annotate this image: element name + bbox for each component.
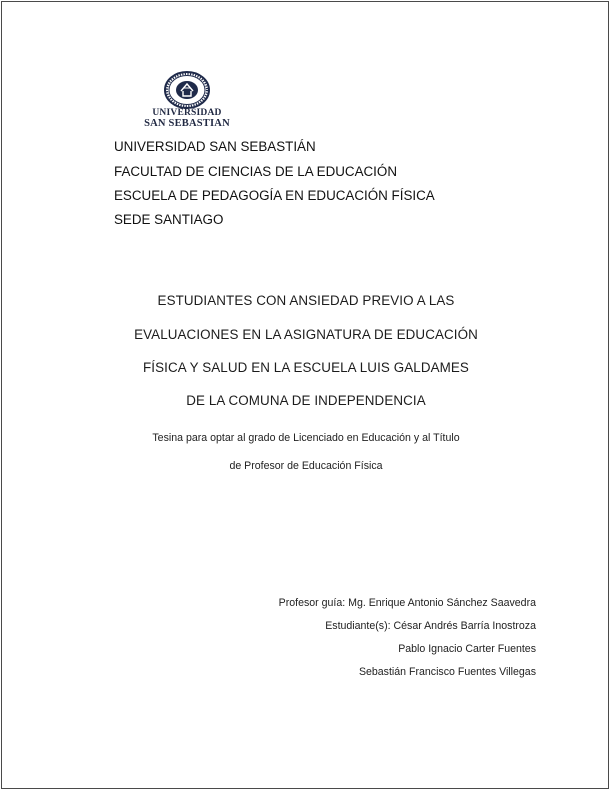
school-name: ESCUELA DE PEDAGOGÍA EN EDUCACIÓN FÍSICA (114, 188, 435, 203)
degree-line-2: de Profesor de Educación Física (229, 460, 383, 472)
student-line-3: Sebastián Francisco Fuentes Villegas (358, 666, 536, 678)
faculty-name: FACULTAD DE CIENCIAS DE LA EDUCACIÓN (114, 164, 397, 179)
university-name: UNIVERSIDAD SAN SEBASTIÁN (114, 139, 316, 154)
university-seal-icon (164, 71, 210, 109)
advisor-line: Profesor guía: Mg. Enrique Antonio Sánchez Saavedra (278, 597, 536, 609)
university-logo (128, 71, 246, 133)
student-line-2: Pablo Ignacio Carter Fuentes (398, 643, 536, 655)
thesis-title-line-3: FÍSICA Y SALUD EN LA ESCUELA LUIS GALDAMES (143, 360, 469, 375)
campus-name: SEDE SANTIAGO (114, 212, 224, 227)
logo-line-2: SAN SEBASTIAN (144, 118, 230, 129)
thesis-title-line-4: DE LA COMUNA DE INDEPENDENCIA (186, 393, 426, 408)
logo-line-1: UNIVERSIDAD (152, 108, 222, 118)
thesis-title-line-2: EVALUACIONES EN LA ASIGNATURA DE EDUCACIÓN (134, 327, 478, 342)
thesis-title-line-1: ESTUDIANTES CON ANSIEDAD PREVIO A LAS (157, 293, 455, 308)
degree-line-1: Tesina para optar al grado de Licenciado en Educación y al Título (152, 432, 460, 444)
student-line-1: Estudiante(s): César Andrés Barría Inostroza (325, 620, 536, 632)
